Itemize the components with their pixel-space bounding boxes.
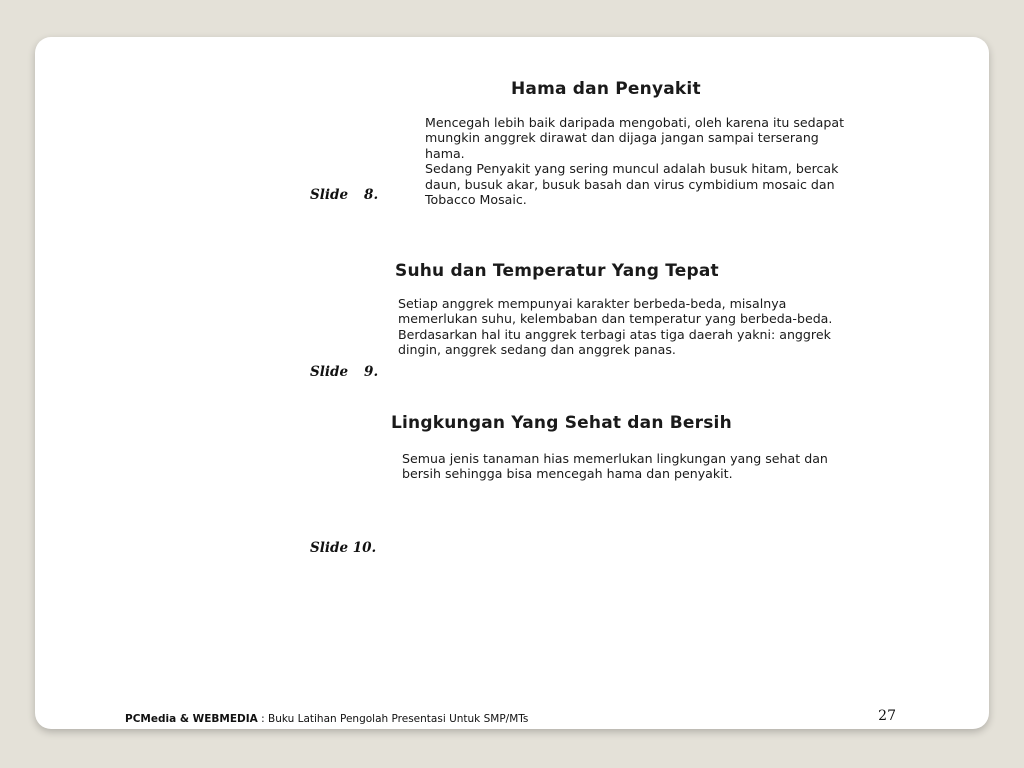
- slide-10-paragraph-1: Semua jenis tanaman hias memerlukan lingkungan yang sehat dan bersih sehingga bisa mencegah hama dan penyakit.: [402, 451, 828, 482]
- slide-8-paragraph-1: Mencegah lebih baik daripada mengobati, oleh karena itu sedapat mungkin anggrek dirawat dan dijaga jangan sampai terserang hama.: [425, 115, 845, 161]
- slide-10-label-text: Slide: [310, 540, 349, 556]
- slide-9-number: 9.: [364, 364, 379, 380]
- slide-9-paragraph-1: Setiap anggrek mempunyai karakter berbeda-beda, misalnya memerlukan suhu, kelembaban dan temperatur yang berbeda-beda. Berdasarkan hal itu anggrek terbagi atas tiga daerah yakni: anggrek dingin, anggrek sedang dan anggrek panas.: [398, 296, 833, 358]
- footer-text: Buku Latihan Pengolah Presentasi Untuk SMP/MTs: [268, 713, 529, 725]
- footer: [125, 713, 528, 725]
- slide-8-number: 8.: [364, 187, 379, 203]
- slide-9-label-text: Slide: [310, 364, 349, 380]
- slide-10-label: [310, 540, 376, 556]
- slide-9-title: Suhu dan Temperatur Yang Tepat: [395, 261, 719, 281]
- slide-10-title: Lingkungan Yang Sehat dan Bersih: [391, 413, 732, 433]
- slide-9-body: [398, 296, 853, 358]
- page-number: 27: [878, 708, 896, 724]
- slide-8-title: Hama dan Penyakit: [511, 79, 701, 99]
- slide-9-label: [310, 364, 378, 380]
- slide-8-paragraph-2: Sedang Penyakit yang sering muncul adalah busuk hitam, bercak daun, busuk akar, busuk basah dan virus cymbidium mosaic dan Tobacco Mosaic.: [425, 161, 839, 208]
- slide-8-label-text: Slide: [310, 187, 349, 203]
- footer-brand: PCMedia & WEBMEDIA: [125, 713, 258, 725]
- slide-8-label: [310, 187, 378, 203]
- slide-8-body: [425, 115, 855, 207]
- footer-separator: :: [257, 713, 268, 725]
- slide-10-number: 10.: [352, 540, 377, 556]
- document-page: [35, 37, 989, 729]
- slide-10-body: [402, 451, 832, 482]
